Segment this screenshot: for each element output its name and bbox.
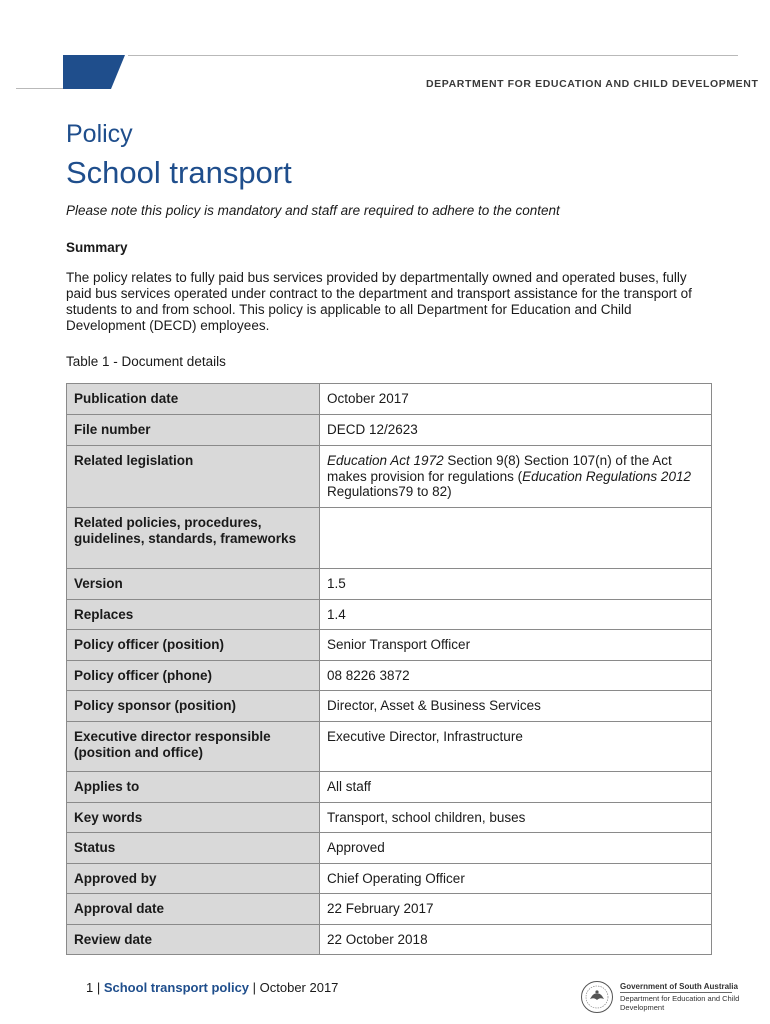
footer-separator: |: [249, 980, 260, 995]
legislation-act: Education Act 1972: [327, 453, 444, 468]
page-title: School transport: [66, 155, 292, 190]
footer-separator: |: [93, 980, 104, 995]
table-row: [67, 508, 712, 569]
legislation-text-end: Regulations79 to 82): [327, 484, 452, 499]
legislation-regulations: Education Regulations 2012: [522, 468, 691, 484]
table-caption: Table 1 - Document details: [66, 354, 226, 369]
header-tab-shape: [63, 55, 125, 89]
row-key: Executive director responsible (position and office): [67, 722, 320, 772]
row-value: 22 October 2018: [320, 925, 712, 955]
row-value: Senior Transport Officer: [320, 630, 712, 661]
row-key: Approval date: [67, 894, 320, 925]
row-key: Status: [67, 833, 320, 864]
row-value: 1.4: [320, 600, 712, 630]
table-row: [67, 661, 712, 691]
row-value: 1.5: [320, 569, 712, 600]
summary-heading: Summary: [66, 240, 128, 255]
page-number: 1: [86, 980, 94, 995]
table-row: [67, 384, 712, 415]
gov-name: Government of South Australia: [620, 982, 738, 991]
table-row: [67, 722, 712, 772]
mandatory-notice: Please note this policy is mandatory and staff are required to adhere to the content: [66, 203, 560, 218]
row-key: Version: [67, 569, 320, 600]
row-key: Related legislation: [67, 446, 320, 508]
table-row: [67, 630, 712, 661]
government-logo: [580, 980, 740, 1016]
row-key: Policy sponsor (position): [67, 691, 320, 722]
table-row: [67, 569, 712, 600]
footer-date: October 2017: [259, 980, 339, 995]
gov-divider: [620, 992, 732, 993]
department-name: DEPARTMENT FOR EDUCATION AND CHILD DEVELOPMENT: [426, 78, 759, 90]
header-rule-left: [16, 88, 64, 89]
row-key: Approved by: [67, 864, 320, 894]
summary-text: The policy relates to fully paid bus services provided by departmentally owned and operated buses, fully paid bus services operated under contract to the department and transport assistance for the transport of students to and from school. This policy is applicable to all Department for Education and Child Development (DECD) employees.: [66, 270, 692, 333]
row-value: [320, 508, 712, 569]
row-value: 08 8226 3872: [320, 661, 712, 691]
row-value: Chief Operating Officer: [320, 864, 712, 894]
table-row: [67, 772, 712, 803]
row-key: Review date: [67, 925, 320, 955]
row-value: All staff: [320, 772, 712, 803]
table-row: [67, 925, 712, 955]
table-row: [67, 803, 712, 833]
row-value: Transport, school children, buses: [320, 803, 712, 833]
header-rule-right: [128, 55, 738, 56]
row-key: Replaces: [67, 600, 320, 630]
row-value: 22 February 2017: [320, 894, 712, 925]
row-value: [320, 446, 712, 508]
row-value: Director, Asset & Business Services: [320, 691, 712, 722]
document-type: Policy: [66, 120, 133, 148]
table-row: [67, 833, 712, 864]
table-row: [67, 600, 712, 630]
table-row: [67, 864, 712, 894]
row-key: Publication date: [67, 384, 320, 415]
row-key: Key words: [67, 803, 320, 833]
piping-shrike-seal-icon: [580, 980, 614, 1014]
footer-title: School transport policy: [103, 980, 250, 995]
row-key: Applies to: [67, 772, 320, 803]
legislation-text: Section 9(8) Section 107(n) of the Act makes provision for regulations (: [327, 453, 672, 484]
row-value: Executive Director, Infrastructure: [320, 722, 712, 772]
table-row: [67, 894, 712, 925]
table-row: [67, 691, 712, 722]
row-key: Policy officer (position): [67, 630, 320, 661]
row-key: Policy officer (phone): [67, 661, 320, 691]
page-footer: [86, 980, 338, 995]
row-value: Approved: [320, 833, 712, 864]
gov-department: Department for Education and Child Development: [620, 994, 740, 1012]
row-value: DECD 12/2623: [320, 415, 712, 446]
table-row: [67, 446, 712, 508]
row-key: File number: [67, 415, 320, 446]
row-value: October 2017: [320, 384, 712, 415]
table-row: [67, 415, 712, 446]
row-key: Related policies, procedures, guidelines, standards, frameworks: [67, 508, 320, 569]
document-details-table: [66, 383, 712, 955]
